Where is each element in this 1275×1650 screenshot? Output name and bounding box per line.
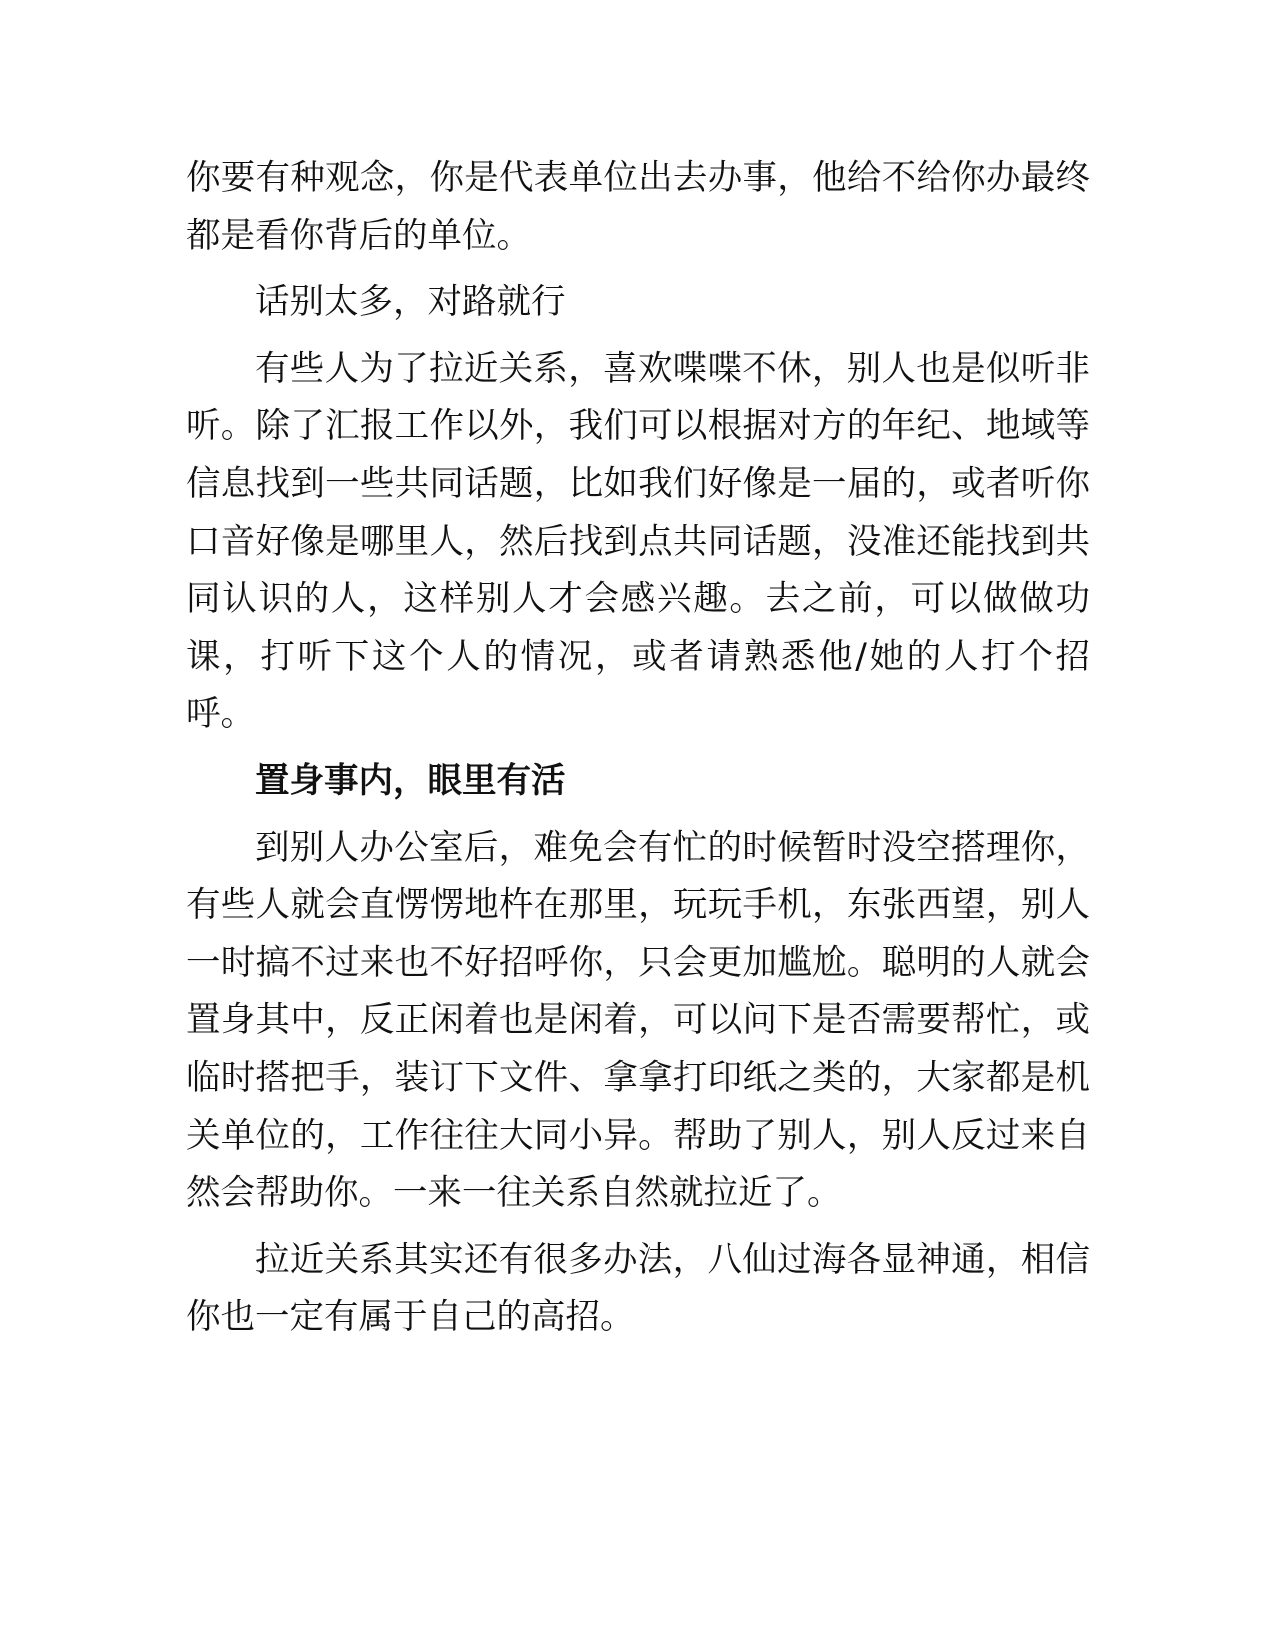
paragraph-3: 到别人办公室后，难免会有忙的时候暂时没空搭理你，有些人就会直愣愣地杵在那里，玩玩手机，东张西望，别人一时搞不过来也不好招呼你，只会更加尴尬。聪明的人就会置身其中，反正闲着也是闲着，可以问下是否需要帮忙，或临时搭把手，装订下文件、拿拿打印纸之类的，大家都是机关单位的，工作往往大同小异。帮助了别人，别人反过来自然会帮助你。一来一往关系自然就拉近了。 bbox=[186, 827, 1090, 1214]
section-heading-1: 话别太多，对路就行 bbox=[255, 282, 566, 323]
paragraph-1: 你要有种观念，你是代表单位出去办事，他给不给你办最终都是看你背后的单位。 bbox=[186, 158, 1090, 256]
paragraph-2: 有些人为了拉近关系，喜欢喋喋不休，别人也是似听非听。除了汇报工作以外，我们可以根据对方的年纪、地域等信息找到一些共同话题，比如我们好像是一届的，或者听你口音好像是哪里人，然后找到点共同话题，没准还能找到共同认识的人，这样别人才会感兴趣。去之前，可以做做功课，打听下这个人的情况，或者请熟悉他/她的人打个招呼。 bbox=[186, 348, 1090, 735]
paragraph-4: 拉近关系其实还有很多办法，八仙过海各显神通，相信你也一定有属于自己的高招。 bbox=[186, 1239, 1090, 1338]
section-heading-2: 置身事内，眼里有活 bbox=[255, 760, 566, 801]
document-body bbox=[186, 150, 1090, 1356]
